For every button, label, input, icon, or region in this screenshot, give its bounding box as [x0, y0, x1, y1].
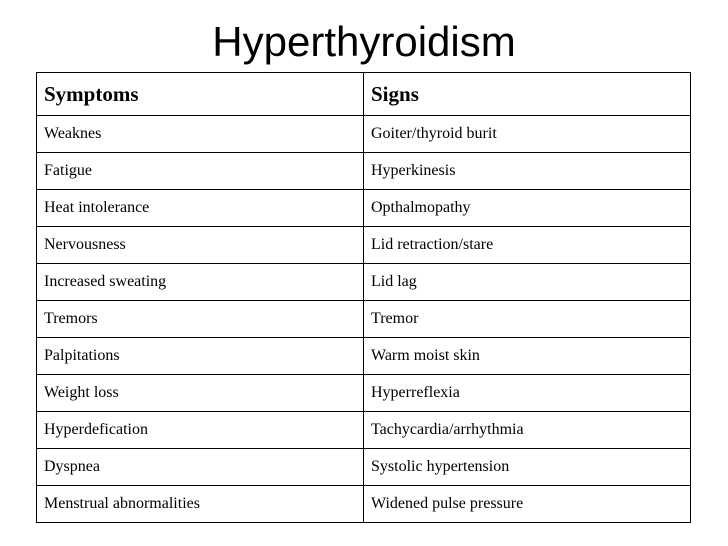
symptom-cell: Fatigue: [37, 153, 364, 190]
sign-cell: Goiter/thyroid burit: [364, 116, 691, 153]
page-title: Hyperthyroidism: [212, 18, 516, 65]
symptom-cell: Heat intolerance: [37, 190, 364, 227]
sign-cell: Warm moist skin: [364, 338, 691, 375]
symptom-cell: Dyspnea: [37, 449, 364, 486]
table-header-row: [37, 73, 691, 116]
symptoms-signs-table: [36, 72, 691, 523]
sign-cell: Hyperkinesis: [364, 153, 691, 190]
table-row: [37, 301, 691, 338]
column-header-signs: Signs: [364, 73, 691, 116]
sign-cell: Lid lag: [364, 264, 691, 301]
sign-cell: Lid retraction/stare: [364, 227, 691, 264]
sign-cell: Widened pulse pressure: [364, 486, 691, 523]
symptom-cell: Menstrual abnormalities: [37, 486, 364, 523]
sign-cell: Tremor: [364, 301, 691, 338]
table-row: [37, 486, 691, 523]
symptom-cell: Palpitations: [37, 338, 364, 375]
sign-cell: Opthalmopathy: [364, 190, 691, 227]
table-row: [37, 153, 691, 190]
column-header-symptoms: Symptoms: [37, 73, 364, 116]
table-row: [37, 227, 691, 264]
symptom-cell: Weight loss: [37, 375, 364, 412]
table-row: [37, 338, 691, 375]
sign-cell: Systolic hypertension: [364, 449, 691, 486]
symptom-cell: Increased sweating: [37, 264, 364, 301]
sign-cell: Hyperreflexia: [364, 375, 691, 412]
symptom-cell: Nervousness: [37, 227, 364, 264]
symptom-cell: Tremors: [37, 301, 364, 338]
symptom-cell: Weaknes: [37, 116, 364, 153]
table-row: [37, 449, 691, 486]
table-row: [37, 412, 691, 449]
symptom-cell: Hyperdefication: [37, 412, 364, 449]
table-row: [37, 264, 691, 301]
table-row: [37, 190, 691, 227]
table-row: [37, 116, 691, 153]
sign-cell: Tachycardia/arrhythmia: [364, 412, 691, 449]
table-row: [37, 375, 691, 412]
